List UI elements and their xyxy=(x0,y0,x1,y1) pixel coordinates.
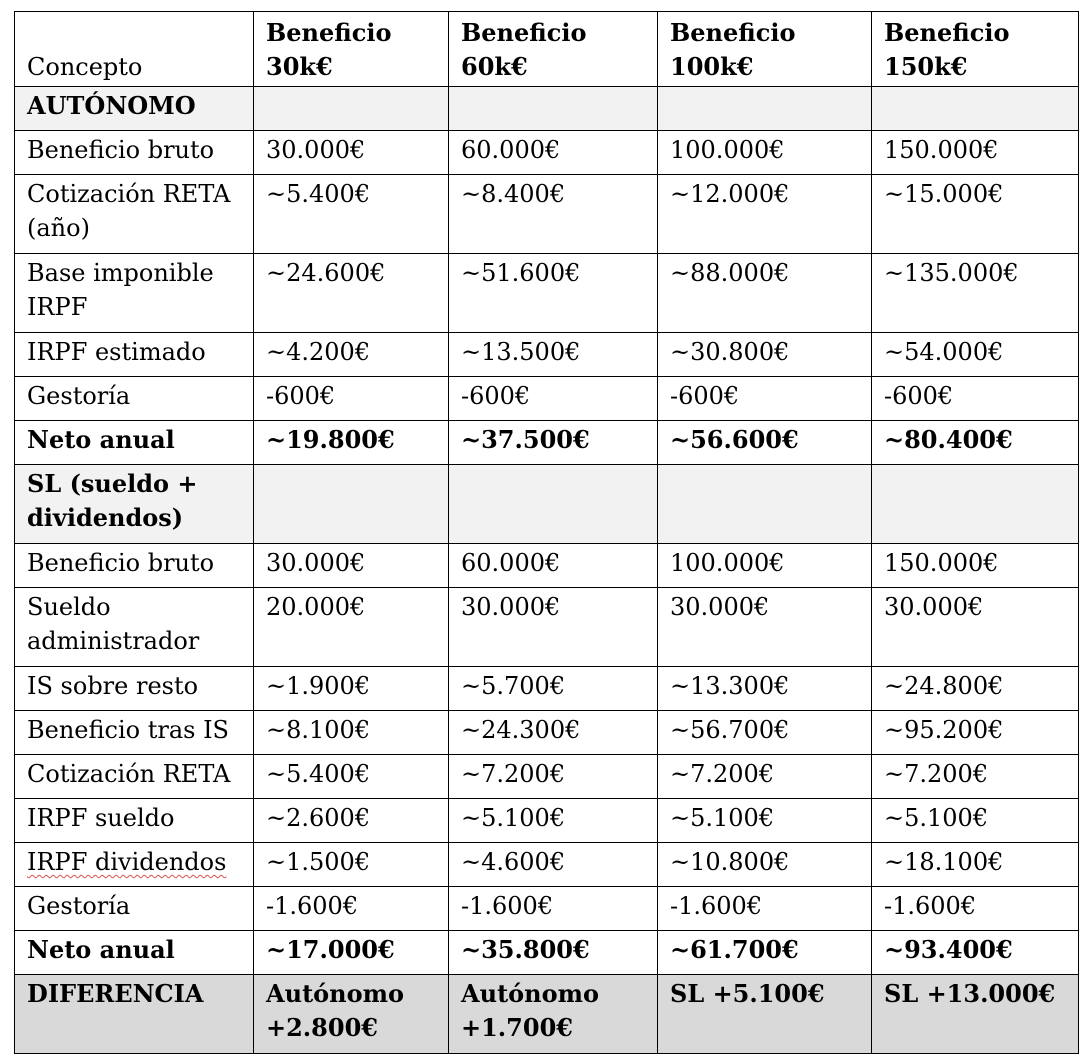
table-cell: ~8.100€ xyxy=(254,711,449,755)
table-cell: Cotización RETA xyxy=(15,755,254,799)
table-cell: ~135.000€ xyxy=(872,254,1079,333)
header-beneficio-60k: Beneficio 60k€ xyxy=(449,12,658,87)
table-cell: -600€ xyxy=(658,377,872,421)
table-cell: IS sobre resto xyxy=(15,667,254,711)
header-concepto: Concepto xyxy=(15,12,254,87)
table-cell xyxy=(254,87,449,131)
table-cell: -1.600€ xyxy=(872,887,1079,931)
table-cell xyxy=(872,465,1079,544)
comparison-table xyxy=(14,11,1079,1054)
table-row xyxy=(15,175,1079,254)
table-cell: Sueldo administrador xyxy=(15,588,254,667)
table-cell: ~10.800€ xyxy=(658,843,872,887)
table-cell: ~5.100€ xyxy=(658,799,872,843)
table-cell: ~7.200€ xyxy=(658,755,872,799)
table-cell: 30.000€ xyxy=(449,588,658,667)
table-cell: -600€ xyxy=(449,377,658,421)
table-row xyxy=(15,755,1079,799)
table-cell: ~51.600€ xyxy=(449,254,658,333)
table-cell: AUTÓNOMO xyxy=(15,87,254,131)
table-cell: 100.000€ xyxy=(658,131,872,175)
table-row xyxy=(15,588,1079,667)
table-cell: 100.000€ xyxy=(658,544,872,588)
table-cell: Neto anual xyxy=(15,421,254,465)
table-cell: ~30.800€ xyxy=(658,333,872,377)
table-cell: ~13.500€ xyxy=(449,333,658,377)
table-row xyxy=(15,799,1079,843)
table-cell: Base imponible IRPF xyxy=(15,254,254,333)
table-cell: ~35.800€ xyxy=(449,931,658,975)
table-cell: -600€ xyxy=(872,377,1079,421)
table-cell: SL +5.100€ xyxy=(658,975,872,1054)
table-cell: ~2.600€ xyxy=(254,799,449,843)
table-cell: -1.600€ xyxy=(658,887,872,931)
table-cell: ~13.300€ xyxy=(658,667,872,711)
header-beneficio-100k: Beneficio 100k€ xyxy=(658,12,872,87)
table-cell: ~7.200€ xyxy=(872,755,1079,799)
table-cell: ~24.800€ xyxy=(872,667,1079,711)
table-cell: ~1.500€ xyxy=(254,843,449,887)
table-row xyxy=(15,377,1079,421)
header-beneficio-30k: Beneficio 30k€ xyxy=(254,12,449,87)
table-cell: ~54.000€ xyxy=(872,333,1079,377)
table-cell: 150.000€ xyxy=(872,544,1079,588)
table-cell: SL +13.000€ xyxy=(872,975,1079,1054)
table-cell: IRPF estimado xyxy=(15,333,254,377)
table-cell: ~5.400€ xyxy=(254,755,449,799)
table-row xyxy=(15,843,1079,887)
table-cell: ~80.400€ xyxy=(872,421,1079,465)
table-cell xyxy=(658,465,872,544)
table-row xyxy=(15,254,1079,333)
table-cell: ~18.100€ xyxy=(872,843,1079,887)
table-cell: IRPF sueldo xyxy=(15,799,254,843)
table-cell: Beneficio bruto xyxy=(15,131,254,175)
table-cell: SL (sueldo + dividendos) xyxy=(15,465,254,544)
table-cell: ~56.700€ xyxy=(658,711,872,755)
table-cell: 30.000€ xyxy=(872,588,1079,667)
table-cell: ~88.000€ xyxy=(658,254,872,333)
table-cell: Gestoría xyxy=(15,377,254,421)
section-row-sl xyxy=(15,465,1079,544)
difference-row xyxy=(15,975,1079,1054)
spellcheck-text: IRPF dividendos xyxy=(27,848,227,876)
table-cell: ~4.200€ xyxy=(254,333,449,377)
table-cell: ~5.400€ xyxy=(254,175,449,254)
table-cell xyxy=(872,87,1079,131)
total-row-sl xyxy=(15,931,1079,975)
table-cell: ~4.600€ xyxy=(449,843,658,887)
table-cell: ~5.100€ xyxy=(872,799,1079,843)
table-cell: -1.600€ xyxy=(254,887,449,931)
table-row xyxy=(15,333,1079,377)
table-cell xyxy=(449,87,658,131)
table-cell: ~19.800€ xyxy=(254,421,449,465)
table-cell: ~17.000€ xyxy=(254,931,449,975)
table-cell: ~56.600€ xyxy=(658,421,872,465)
table-cell xyxy=(15,843,254,887)
table-cell: Autónomo +1.700€ xyxy=(449,975,658,1054)
table-cell: Beneficio bruto xyxy=(15,544,254,588)
table-cell: ~24.300€ xyxy=(449,711,658,755)
table-cell: ~37.500€ xyxy=(449,421,658,465)
table-cell: ~1.900€ xyxy=(254,667,449,711)
table-cell: Gestoría xyxy=(15,887,254,931)
table-cell: 60.000€ xyxy=(449,544,658,588)
table-cell: Neto anual xyxy=(15,931,254,975)
table-row xyxy=(15,667,1079,711)
table-cell: Cotización RETA (año) xyxy=(15,175,254,254)
table-cell: -600€ xyxy=(254,377,449,421)
header-row xyxy=(15,12,1079,87)
table-cell: 30.000€ xyxy=(658,588,872,667)
table-cell: DIFERENCIA xyxy=(15,975,254,1054)
table-cell: ~93.400€ xyxy=(872,931,1079,975)
table-cell xyxy=(449,465,658,544)
table-cell: 30.000€ xyxy=(254,131,449,175)
table-cell: 20.000€ xyxy=(254,588,449,667)
table-cell: ~24.600€ xyxy=(254,254,449,333)
table-cell: 30.000€ xyxy=(254,544,449,588)
table-cell: ~95.200€ xyxy=(872,711,1079,755)
table-row xyxy=(15,544,1079,588)
table-cell: Beneficio tras IS xyxy=(15,711,254,755)
table-cell: ~61.700€ xyxy=(658,931,872,975)
table-row xyxy=(15,711,1079,755)
total-row-autonomo xyxy=(15,421,1079,465)
table-cell: Autónomo +2.800€ xyxy=(254,975,449,1054)
table-row xyxy=(15,131,1079,175)
table-cell xyxy=(254,465,449,544)
table-cell: ~15.000€ xyxy=(872,175,1079,254)
table-cell xyxy=(658,87,872,131)
table-cell: ~12.000€ xyxy=(658,175,872,254)
table-cell: 60.000€ xyxy=(449,131,658,175)
header-beneficio-150k: Beneficio 150k€ xyxy=(872,12,1079,87)
table-cell: -1.600€ xyxy=(449,887,658,931)
table-cell: 150.000€ xyxy=(872,131,1079,175)
table-cell: ~7.200€ xyxy=(449,755,658,799)
table-cell: ~8.400€ xyxy=(449,175,658,254)
table-cell: ~5.100€ xyxy=(449,799,658,843)
table-cell: ~5.700€ xyxy=(449,667,658,711)
section-row-autonomo xyxy=(15,87,1079,131)
table-row xyxy=(15,887,1079,931)
